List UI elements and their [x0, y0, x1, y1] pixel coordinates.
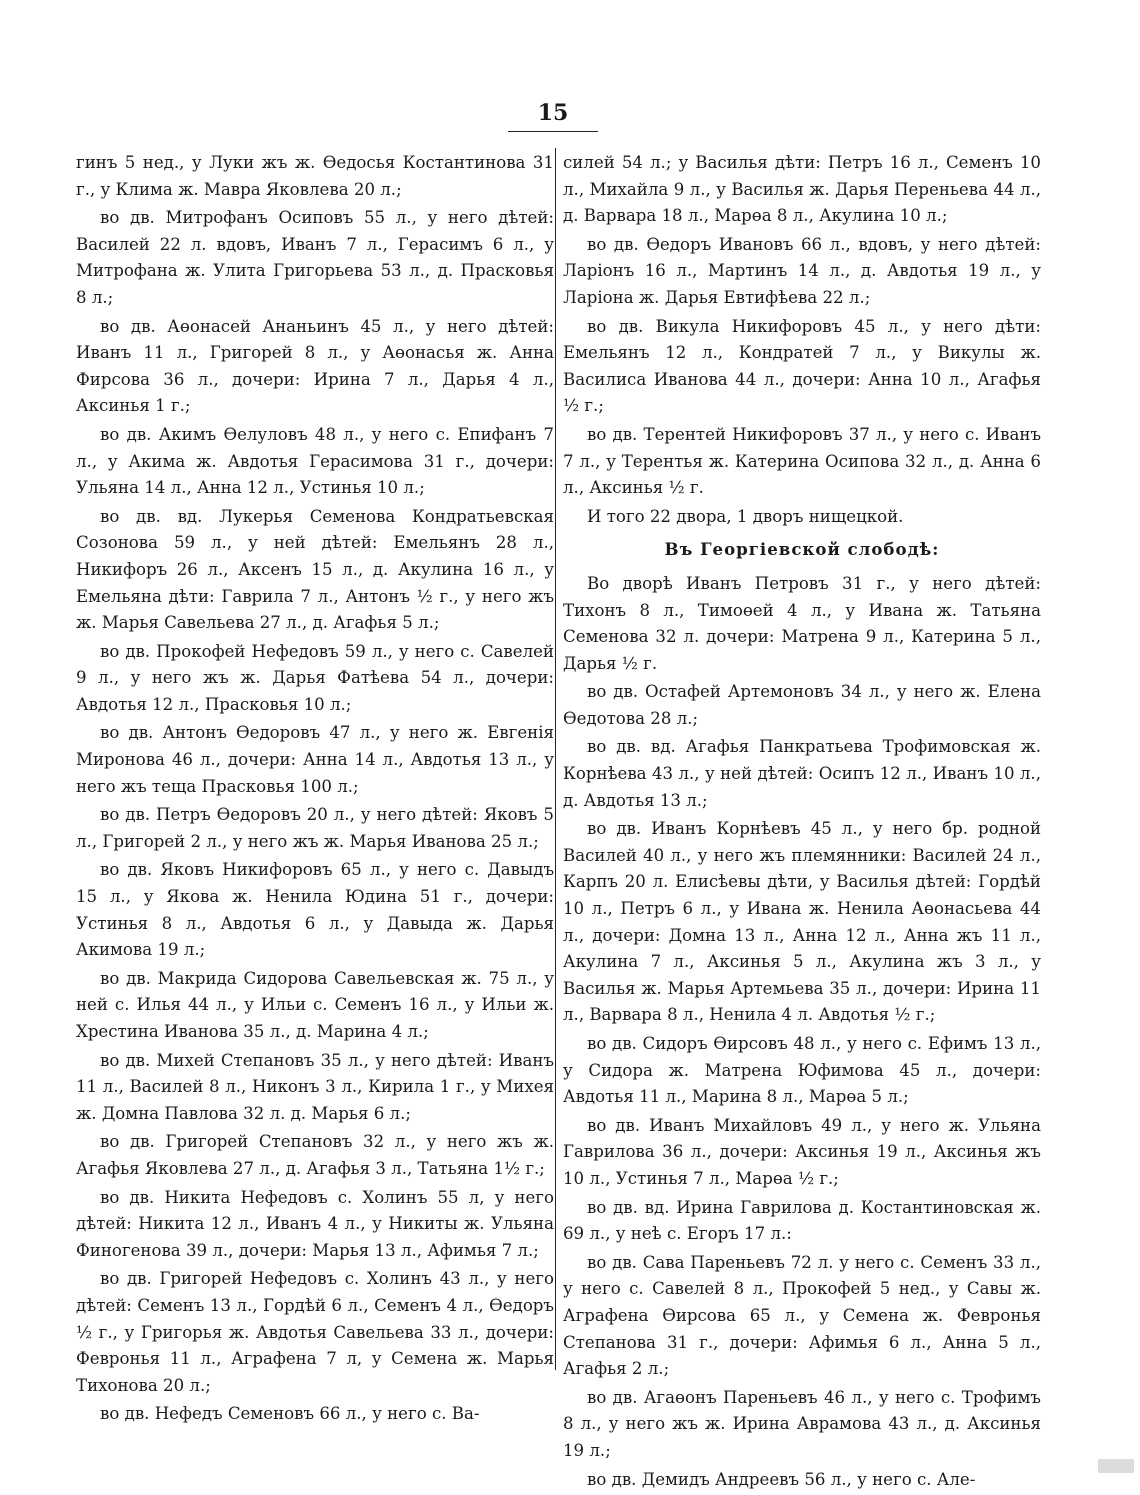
entry-paragraph: во дв. Григорей Степановъ 32 л., у него жъ ж. Агафья Яковлева 27 л., д. Агафья 3 л., Татьяна 1½ г.;	[76, 1132, 554, 1178]
entry-paragraph: во дв. Прокофей Нефедовъ 59 л., у него с. Савелей 9 л., у него жъ ж. Дарья Фатѣева 54 л., дочери: Авдотья 12 л., Прасковья 10 л.;	[76, 641, 554, 714]
entry-paragraph: во дв. Нефедъ Семеновъ 66 л., у него с. Ва-	[100, 1404, 480, 1424]
entry-paragraph: во дв. Антонъ Өедоровъ 47 л., у него ж. Евгенія Миронова 46 л., дочери: Анна 14 л., Авдотья 13 л., у него жъ теща Прасковья 100 л.;	[76, 723, 554, 796]
entry-paragraph: гинъ 5 нед., у Луки жъ ж. Өедосья Костантинова 31 г., у Клима ж. Мавра Яковлева 20 л.;	[76, 153, 554, 199]
entry-paragraph: во дв. Агаөонъ Пареньевъ 46 л., у него с. Трофимъ 8 л., у него жъ ж. Ирина Аврамова 43 л., д. Аксинья 19 л.;	[563, 1387, 1041, 1460]
entry-paragraph: во дв. Иванъ Михайловъ 49 л., у него ж. Ульяна Гаврилова 36 л., дочери: Аксинья 19 л., Аксинья жъ 10 л., Устинья 7 л., Марөа ½ г.;	[563, 1115, 1041, 1188]
entry-paragraph: силей 54 л.; у Василья дѣти: Петръ 16 л., Семенъ 10 л., Михайла 9 л., у Василья ж. Дарья Переньева 44 л., д. Варвара 18 л., Марөа 8 л., Акулина 10 л.;	[563, 153, 1041, 226]
entry-paragraph: во дв. Макрида Сидорова Савельевская ж. 75 л., у ней с. Илья 44 л., у Ильи с. Семенъ 16 л., у Ильи ж. Хрестина Иванова 35 л., д. Марина 4 л.;	[76, 968, 554, 1041]
header-rule	[508, 131, 598, 132]
entry-paragraph: во дв. Яковъ Никифоровъ 65 л., у него с. Давыдъ 15 л., у Якова ж. Ненила Юдина 51 г., дочери: Устинья 8 л., Авдотья 6 л., у Давыда ж. Дарья Акимова 19 л.;	[76, 860, 554, 960]
entry-paragraph: во дв. Никита Нефедовъ с. Холинъ 55 л, у него дѣтей: Никита 12 л., Иванъ 4 л., у Никиты ж. Ульяна Финогенова 39 л., дочери: Марья 13 л., Афимья 7 л.;	[76, 1187, 554, 1260]
scan-mark	[1098, 1459, 1134, 1473]
right-column	[563, 150, 1041, 1495]
entry-paragraph: Во дворѣ Иванъ Петровъ 31 г., у него дѣтей: Тихонъ 8 л., Тимоөей 4 л., у Ивана ж. Татьяна Семенова 32 л. дочери: Матрена 9 л., Катерина 5 л., Дарья ½ г.	[563, 573, 1041, 673]
column-divider	[555, 148, 556, 1370]
left-column	[76, 150, 554, 1430]
entry-paragraph: во дв. Петръ Өедоровъ 20 л., у него дѣтей: Яковъ 5 л., Григорей 2 л., у него жъ ж. Марья Иванова 25 л.;	[76, 805, 554, 851]
entry-paragraph: во дв. Викула Никифоровъ 45 л., у него дѣти: Емельянъ 12 л., Кондратей 7 л., у Викулы ж. Василиса Иванова 44 л., дочери: Анна 10 л., Агафья ½ г.;	[563, 316, 1041, 416]
entry-paragraph: во дв. Сава Пареньевъ 72 л. у него с. Семенъ 33 л., у него с. Савелей 8 л., Прокофей 5 нед., у Савы ж. Аграфена Өирсова 65 л., у Семена ж. Февронья Степанова 31 г., дочери: Афимья 6 л., Анна 5 л., Агафья 2 л.;	[563, 1252, 1041, 1379]
entry-paragraph: во дв. вд. Ирина Гаврилова д. Костантиновская ж. 69 л., у неѣ с. Егоръ 17 л.:	[563, 1197, 1041, 1244]
entry-paragraph: во дв. Григорей Нефедовъ с. Холинъ 43 л., у него дѣтей: Семенъ 13 л., Гордѣй 6 л., Семенъ 4 л., Өедоръ ½ г., у Григорья ж. Авдотья Савельева 33 л., дочери: Февронья 11 л., Аграфена 7 л, у Семена ж. Марья Тихонова 20 л.;	[76, 1269, 554, 1395]
entry-paragraph: во дв. Терентей Никифоровъ 37 л., у него с. Иванъ 7 л., у Терентья ж. Катерина Осипова 32 л., д. Анна 6 л., Аксинья ½ г.	[563, 424, 1041, 498]
entry-paragraph: во дв. Иванъ Корнѣевъ 45 л., у него бр. родной Василей 40 л., у него жъ племянники: Василей 24 л., Карпъ 20 л. Елисѣевы дѣти, у Василья дѣтей: Гордѣй 10 л., Петръ 6 л., у Ивана ж. Ненила Аөонасьева 44 л., дочери: Домна 13 л., Анна 12 л., Анна жъ 11 л., Акулина 7 л., Аксинья 5 л., Акулина жъ 3 л., у Василья ж. Марья Артемьева 35 л., дочери: Ирина 11 л., Варвара 8 л., Ненила 4 л. Авдотья ½ г.;	[563, 819, 1041, 1025]
section-heading: Въ Георгіевской слободѣ:	[664, 539, 940, 560]
entry-paragraph: во дв. Остафей Артемоновъ 34 л., у него ж. Елена Өедотова 28 л.;	[563, 682, 1041, 728]
entry-paragraph: во дв. Аөонасей Ананьинъ 45 л., у него дѣтей: Иванъ 11 л., Григорей 8 л., у Аөонасья ж. Анна Фирсова 36 л., дочери: Ирина 7 л., Дарья 4 л., Аксинья 1 г.;	[76, 316, 554, 416]
entry-paragraph: во дв. вд. Лукерья Семенова Кондратьевская Созонова 59 л., у ней дѣтей: Емельянъ 28 л., Никифоръ 26 л., Аксенъ 15 л., д. Акулина 16 л., у Емельяна дѣти: Гаврила 7 л., Антонъ ½ г., у него жъ ж. Марья Савельева 27 л., д. Агафья 5 л.;	[76, 506, 554, 633]
summary-line: И того 22 двора, 1 дворъ нищецкой.	[587, 506, 904, 526]
entry-paragraph: во дв. Акимъ Өелуловъ 48 л., у него с. Епифанъ 7 л., у Акима ж. Авдотья Герасимова 31 г., дочери: Ульяна 14 л., Анна 12 л., Устинья 10 л.;	[76, 424, 554, 498]
entry-paragraph: во дв. Сидоръ Өирсовъ 48 л., у него с. Ефимъ 13 л., у Сидора ж. Матрена Юфимова 45 л., дочери: Авдотья 11 л., Марина 8 л., Марөа 5 л.;	[563, 1034, 1041, 1107]
entry-paragraph: во дв. Митрофанъ Осиповъ 55 л., у него дѣтей: Василей 22 л. вдовъ, Иванъ 7 л., Герасимъ 6 л., у Митрофана ж. Улита Григорьева 53 л., д. Прасковья 8 л.;	[76, 208, 554, 307]
page-number: 15	[537, 100, 569, 126]
entry-paragraph: во дв. вд. Агафья Панкратьева Трофимовская ж. Корнѣева 43 л., у ней дѣтей: Осипъ 12 л., Иванъ 10 л., д. Авдотья 13 л.;	[563, 737, 1041, 810]
entry-paragraph: во дв. Михей Степановъ 35 л., у него дѣтей: Иванъ 11 л., Василей 8 л., Никонъ 3 л., Кирила 1 г., у Михея ж. Домна Павлова 32 л. д. Марья 6 л.;	[76, 1050, 554, 1123]
entry-paragraph: во дв. Демидъ Андреевъ 56 л., у него с. Але-	[587, 1469, 976, 1489]
entry-paragraph: во дв. Өедоръ Ивановъ 66 л., вдовъ, у него дѣтей: Ларіонъ 16 л., Мартинъ 14 л., д. Авдотья 19 л., у Ларіона ж. Дарья Евтифѣева 22 л.;	[563, 234, 1041, 307]
